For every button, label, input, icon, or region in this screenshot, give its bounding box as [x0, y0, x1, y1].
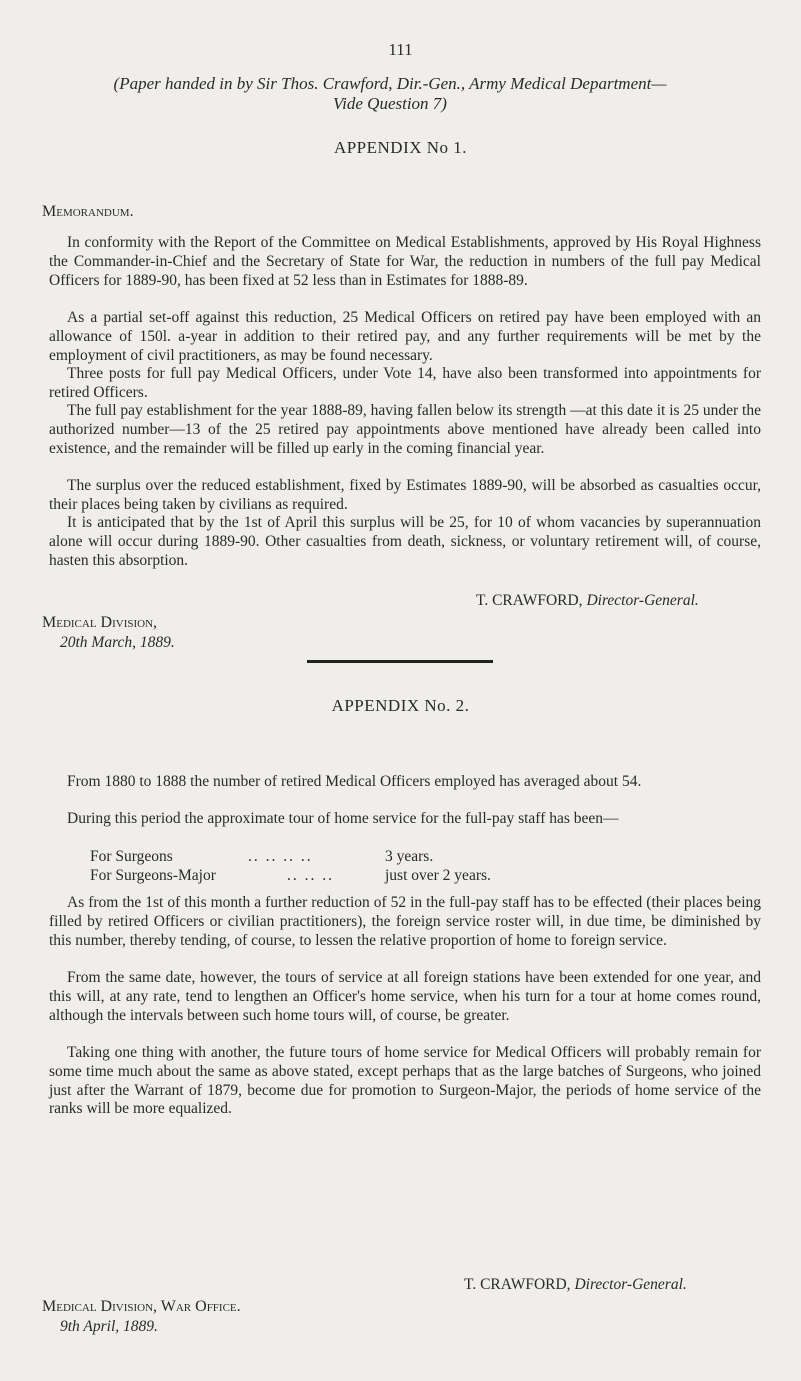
rank: For Surgeons	[90, 848, 173, 865]
paragraph: During this period the approximate tour of home service for the full-pay staff has been—	[67, 810, 619, 827]
leaders: .. .. .. ..	[248, 848, 313, 865]
signature-title: Director-General.	[586, 592, 699, 609]
office-label: Medical Division,	[42, 614, 158, 631]
term: 3 years.	[385, 848, 434, 865]
signature-1	[476, 592, 699, 610]
signature-title: Director-General.	[574, 1276, 687, 1293]
page-number: 111	[388, 40, 413, 59]
paragraph: Three posts for full pay Medical Officers, under Vote 14, have also been transformed into appointments for retired Officers.	[49, 365, 761, 401]
signature-2	[464, 1276, 687, 1294]
appendix-2-heading: APPENDIX No. 2.	[331, 696, 470, 715]
paragraph: The surplus over the reduced establishment, fixed by Estimates 1889-90, will be absorbed as casualties occur, their places being taken by civilians as required.	[49, 477, 761, 513]
intro-line-2: Vide Question 7)	[333, 94, 447, 113]
leaders: .. .. ..	[287, 867, 334, 884]
paragraph: Taking one thing with another, the future tours of home service for Medical Officers will probably remain for some time much about the same as above stated, except perhaps that as the large batches of Surgeons, who joined just after the Warrant of 1879, become due for promotion to Surgeon-Major, the periods of home service of the ranks will be more equalized.	[49, 1044, 761, 1118]
rank: For Surgeons-Major	[90, 867, 216, 884]
office-label: Medical Division, War Office.	[42, 1298, 241, 1315]
paragraph: From 1880 to 1888 the number of retired Medical Officers employed has averaged about 54.	[67, 773, 642, 790]
intro-line-1: (Paper handed in by Sir Thos. Crawford, Dir.-Gen., Army Medical Department—	[113, 74, 667, 93]
date: 20th March, 1889.	[60, 634, 175, 651]
paragraph: As a partial set-off against this reduction, 25 Medical Officers on retired pay have been employed with an allowance of 150l. a-year in addition to their retired pay, and any further requirements will be met by the employment of civil practitioners, as may be found necessary.	[49, 309, 761, 364]
date-line	[60, 1318, 158, 1336]
paragraph: The full pay establishment for the year 1888-89, having fallen below its strength —at this date it is 25 under the authorized number—13 of the 25 retired pay appointments above mentioned have already been called into existence, and the remainder will be filled up early in the coming financial year.	[49, 402, 761, 457]
term: just over 2 years.	[385, 867, 491, 884]
paragraph: As from the 1st of this month a further reduction of 52 in the full-pay staff has to be effected (their places being filled by retired Officers or civilian practitioners), the foreign service roster will, in due time, be diminished by this number, thereby tending, of course, to lessen the relative proportion of home to foreign service.	[49, 894, 761, 949]
paragraph: From the same date, however, the tours of service at all foreign stations have been extended for one year, and this will, at any rate, tend to lengthen an Officer's home service, when his turn for a tour at home comes round, although the intervals between such home tours will, of course, be greater.	[49, 969, 761, 1024]
date: 9th April, 1889.	[60, 1318, 158, 1335]
appendix-1-heading: APPENDIX No 1.	[333, 138, 468, 157]
memorandum-label: Memorandum.	[42, 203, 134, 220]
section-divider	[307, 660, 493, 663]
date-line	[60, 634, 175, 652]
paragraph: It is anticipated that by the 1st of April this surplus will be 25, for 10 of whom vacancies by superannuation alone will occur during 1889-90. Other casualties from death, sickness, or voluntary retirement will, of course, hasten this absorption.	[49, 514, 761, 569]
signature-name: T. CRAWFORD,	[464, 1276, 571, 1293]
intro-note	[40, 74, 740, 114]
paragraph: In conformity with the Report of the Committee on Medical Establishments, approved by His Royal Highness the Commander-in-Chief and the Secretary of State for War, the reduction in numbers of the full pay Medical Officers for 1889-90, has been fixed at 52 less than in Estimates for 1888-89.	[49, 234, 761, 289]
signature-name: T. CRAWFORD,	[476, 592, 583, 609]
